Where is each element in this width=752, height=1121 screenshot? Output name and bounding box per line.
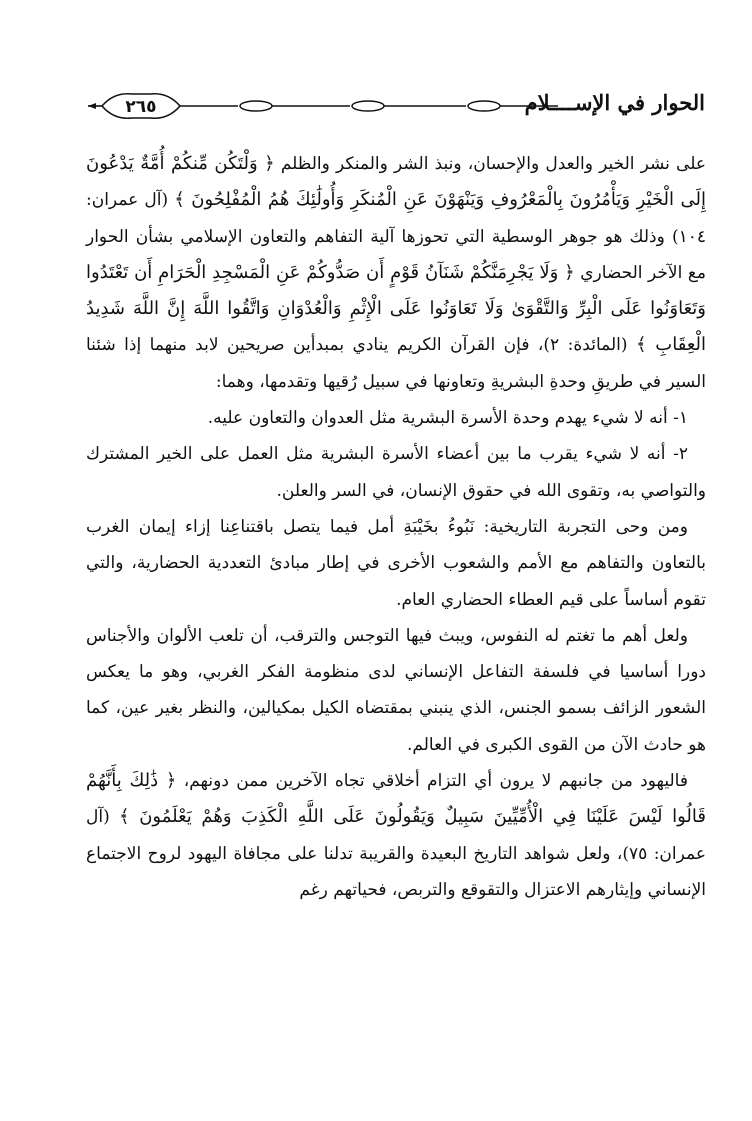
header-title: الحوار في الإســــلام [524,90,705,115]
paragraph-historical-experience: ومن وحى التجربة التاريخية: نَبُوءُ بخَيْبَةِ أمل فيما يتصل باقتناعِنا إزاء إيمان الغرب بالتعاون والتفاهم مع الأمم والشعوب الأخرى في إطار مبادئ التعددية الحضارية، والتي تقوم أساساً على قيم العطاء الحضاري العام. [86,516,706,610]
header-ornament [88,86,558,126]
principle-2: ٢- أنه لا شيء يقرب ما بين أعضاء الأسرة البشرية مثل العمل على الخير المشترك والتواصي به، وتقوى الله في حقوق الإنسان، في السر والعلن. [86,444,706,501]
page-body [86,146,706,908]
paragraph-1-ending: (المائدة: ٢)، فإن القرآن الكريم ينادي بمبدأين صريحين لابد منهما إذا شئنا السير في طريقِ وحدةِ البشريةِ وتعاونها في سبيل رُقيها وتقدمها، وهما: [86,335,706,392]
paragraph-colors-races: ولعل أهم ما تغتم له النفوس، ويبث فيها التوجس والترقب، أن تلعب الألوان والأجناس دورا أساسيا في فلسفة التفاعل الإنساني لدى منظومة الفكر الغربي، وهو ما يعكس الشعور الزائف بسمو الجنس، الذي ينبني بمقتضاه الكيل بمكيالين، والنظر بغير عين، كما هو حادث الآن من القوى الكبرى في العالم. [86,625,706,755]
running-header [88,86,705,126]
quran-verse-imran-104: وَلْتَكُن مِّنكُمْ أُمَّةٌ يَدْعُونَ إِلَى الْخَيْرِ وَيَأْمُرُونَ بِالْمَعْرُوفِ وَيَنْهَوْنَ عَنِ الْمُنكَرِ وَأُولَٰئِكَ هُمُ الْمُفْلِحُونَ [86,153,706,211]
quran-verse-imran-75: ذَٰلِكَ بِأَنَّهُمْ قَالُوا لَيْسَ عَلَيْنَا فِي الْأُمِّيِّينَ سَبِيلٌ وَيَقُولُونَ عَلَى اللَّهِ الْكَذِبَ وَهُمْ يَعْلَمُونَ [86,770,706,828]
verse-close-bracket-3: ﴾ [119,806,130,828]
verse-close-bracket: ﴾ [174,189,185,211]
paragraph-jews-continuation: (آل عمران: ٧٥)، ولعل شواهد التاريخ البعيدة والقريبة تدلنا على مجافاة اليهود لروح الاجتماع الإنساني وإيثارهم الاعتزال والتقوقع والتربص، فحياتهم رغم [86,807,706,900]
paragraph-1-text: على نشر الخير والعدل والإحسان، ونبذ الشر والمنكر والظلم [274,154,706,174]
paragraph-jews-text: فاليهود من جانبهم لا يرون أي التزام أخلاقي تجاه الآخرين ممن دونهم، [176,771,688,792]
verse-close-bracket-2: ﴾ [635,334,647,356]
page-number: ٢٦٥ [125,97,157,117]
principle-1: ١- أنه لا شيء يهدم وحدة الأسرة البشرية مثل العدوان والتعاون عليه. [207,408,688,429]
quran-verse-maidah-2: وَلَا يَجْرِمَنَّكُمْ شَنَآنُ قَوْمٍ أَن صَدُّوكُمْ عَنِ الْمَسْجِدِ الْحَرَامِ أَن تَعْتَدُوا وَتَعَاوَنُوا عَلَى الْبِرِّ وَالتَّقْوَىٰ وَلَا تَعَاوَنُوا عَلَى الْإِثْمِ وَالْعُدْوَانِ وَاتَّقُوا اللَّهَ إِنَّ اللَّهَ شَدِيدُ الْعِقَابِ [86,261,707,356]
paragraph-1-continuation: (آل عمران: ١٠٤) وذلك هو جوهر الوسطية التي تحوزها آلية التفاهم والتعاون الإسلامي بشأن الحوار مع الآخر الحضاري [86,190,706,283]
verse-open-bracket-3: ﴿ [165,770,177,792]
paragraph-jews [86,763,706,908]
paragraph-1 [86,146,706,400]
verse-open-bracket-2: ﴿ [564,261,575,283]
verse-open-bracket: ﴿ [264,153,275,174]
